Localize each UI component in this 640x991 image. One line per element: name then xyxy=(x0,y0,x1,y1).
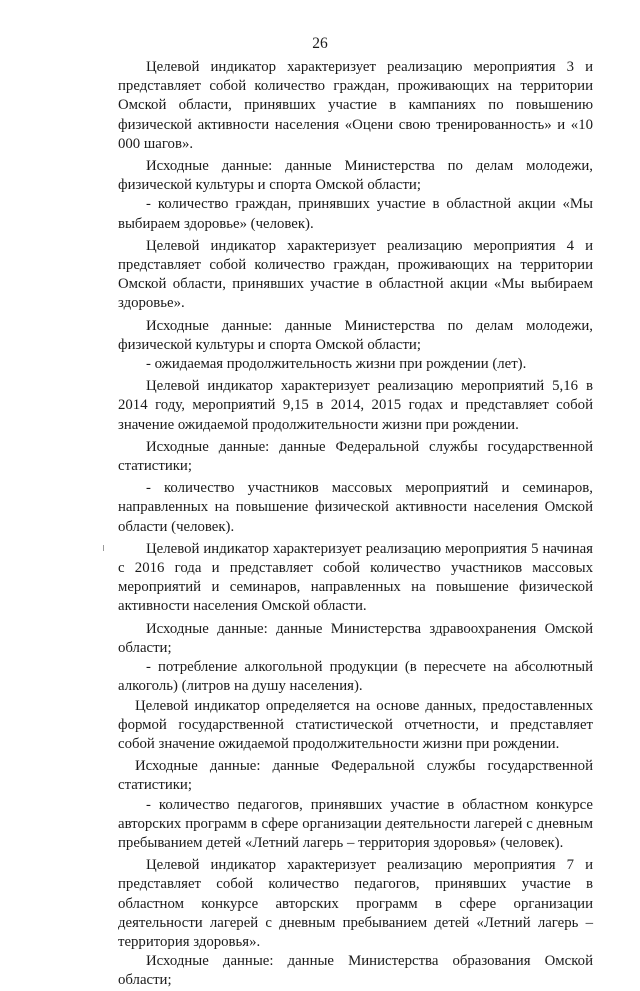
paragraph-indicator-7: Целевой индикатор характеризует реализацию мероприятия 7 и представляет собой количество педагогов, принявших участие в областном конкурсе авторских программ в сфере организации деятельности лагерей с дневным пребыванием детей «Летний лагерь – территория здоровья». xyxy=(118,857,593,950)
paragraph-source-education-ministry: Исходные данные: данные Министерства образования Омской области; xyxy=(118,953,593,989)
paragraph-indicator-5-16: Целевой индикатор характеризует реализацию мероприятий 5,16 в 2014 году, мероприятий 9,15 в 2014, 2015 годах и представляет собой значение ожидаемой продолжительности жизни при рождении. xyxy=(118,378,593,433)
paragraph-indicator-5-2016: Целевой индикатор характеризует реализацию мероприятия 5 начиная с 2016 года и представляет собой количество участников массовых мероприятий и семинаров, направленных на повышение физической активности населения Омской области. xyxy=(118,540,593,615)
paragraph-list-item-mass-events: - количество участников массовых мероприятий и семинаров, направленных на повышение физической активности населения Омской области (человек). xyxy=(118,480,593,535)
page-number: 26 xyxy=(312,35,328,52)
paragraph-list-item-citizens-action: - количество граждан, принявших участие в областной акции «Мы выбираем здоровье» (человек). xyxy=(118,196,593,232)
paragraph-source-federal-statistics: Исходные данные: данные Федеральной службы государственной статистики; xyxy=(118,438,593,475)
paragraph-list-item-life-expectancy: - ожидаемая продолжительность жизни при рождении (лет). xyxy=(146,356,527,373)
paragraph-list-item-alcohol: - потребление алкогольной продукции (в пересчете на абсолютный алкоголь) (литров на душу населения). xyxy=(118,659,593,695)
margin-mark xyxy=(103,545,104,551)
paragraph-source-sport-ministry: Исходные данные: данные Министерства по делам молодежи, физической культуры и спорта Омской области; xyxy=(118,158,593,194)
paragraph-indicator-3: Целевой индикатор характеризует реализацию мероприятия 3 и представляет собой количество граждан, проживающих на территории Омской области, принявших участие в кампаниях по повышению физической активности населения «Оцени свою тренированность» и «10 000 шагов». xyxy=(118,59,593,152)
document-body xyxy=(118,58,593,991)
paragraph-source-health-ministry: Исходные данные: данные Министерства здравоохранения Омской области; xyxy=(118,620,593,656)
paragraph-source-federal-statistics-2: Исходные данные: данные Федеральной службы государственной статистики; xyxy=(118,758,593,794)
paragraph-indicator-statistics-form: Целевой индикатор определяется на основе данных, предоставленных формой государственной статистической отчетности, и представляет собой значение ожидаемой продолжительности жизни при рождении. xyxy=(118,697,593,752)
paragraph-indicator-4: Целевой индикатор характеризует реализацию мероприятия 4 и представляет собой количество граждан, проживающих на территории Омской области, принявших участие в областной акции «Мы выбираем здоровье». xyxy=(118,237,593,312)
paragraph-source-sport-ministry-2: Исходные данные: данные Министерства по делам молодежи, физической культуры и спорта Омской области; xyxy=(118,317,593,353)
paragraph-list-item-teachers: - количество педагогов, принявших участие в областном конкурсе авторских программ в сфере организации деятельности лагерей с дневным пребыванием детей «Летний лагерь – территория здоровья» (человек). xyxy=(118,796,593,851)
